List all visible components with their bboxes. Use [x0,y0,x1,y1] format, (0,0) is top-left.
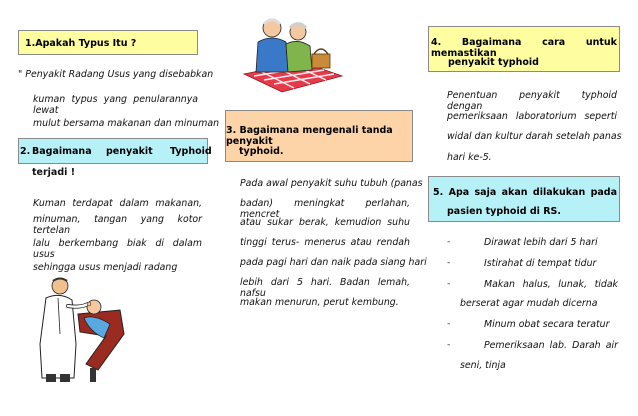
answer-3-line: pada pagi hari dan naik pada siang hari [240,257,427,268]
answer-3-line: makan menurun, perut kembung. [240,297,399,308]
answer-4-line: hari ke-5. [447,152,492,163]
question-2-number: 2. [20,146,31,157]
answer-2-line: Kuman terdapat dalam makanan, [33,198,202,209]
question-2-word: penyakit [106,146,153,157]
bullet-dash: - [447,340,451,350]
list-item: Dirawat lebih dari 5 hari [484,237,598,248]
answer-2-line: minuman, tangan yang kotor tertelan [33,214,202,236]
list-item-continuation: seni, tinja [460,360,506,371]
question-1-box [18,30,198,55]
question-3-title: 3. Bagaimana mengenali tanda penyakit [226,125,393,147]
answer-3-line: badan) meningkat perlahan, mencret [240,198,410,220]
answer-3-line: atau sukar berak, kemudion suhu [240,217,410,228]
question-4-continuation: penyakit typhoid [448,57,539,68]
answer-3-line: lebih dari 5 hari. Badan lemah, nafsu [240,277,410,299]
doctor-examining-patient-icon [20,274,130,384]
list-item: Makan halus, lunak, tidak [484,279,618,290]
answer-2-line: lalu berkembang biak di dalam usus [33,238,202,260]
question-5-title: 5. Apa saja akan dilakukan pada [433,187,617,198]
list-item: Minum obat secara teratur [484,319,610,330]
question-5-box [428,176,620,222]
question-5-continuation: pasien typhoid di RS. [447,206,561,217]
bullet-dash: - [447,237,451,247]
answer-4-line: pemeriksaan laboratorium seperti [447,111,617,122]
list-item: Pemeriksaan lab. Darah air [484,340,618,351]
answer-3-line: Pada awal penyakit suhu tubuh (panas [240,178,423,189]
question-2-word: Typhoid [170,146,212,157]
question-2-continuation: terjadi ! [32,167,76,178]
question-4-box [428,26,620,72]
answer-3-line: tinggi terus- menerus atau rendah [240,237,410,248]
elderly-couple-picnic-icon [242,14,344,94]
question-2-box [18,138,212,164]
question-1-title: 1.Apakah Typus Itu ? [25,38,137,49]
answer-1-line: kuman typus yang penularannya lewat [33,94,198,116]
question-4-title: 4. Bagaimana cara untuk memastikan [431,37,617,59]
question-2-word: Bagaimana [32,146,92,157]
answer-1-line: mulut bersama makanan dan minuman [33,118,220,129]
answer-1-line: " Penyakit Radang Usus yang disebabkan [18,69,214,80]
answer-4-line: widal dan kultur darah setelah panas [447,131,622,142]
list-item: Istirahat di tempat tidur [484,258,597,269]
bullet-dash: - [447,258,451,268]
answer-4-line: Penentuan penyakit typhoid dengan [447,90,617,112]
bullet-dash: - [447,279,451,289]
list-item-continuation: berserat agar mudah dicerna [460,298,598,309]
question-3-box [225,110,413,162]
question-3-continuation: typhoid. [239,146,284,157]
answer-2-line: sehingga usus menjadi radang [33,262,178,273]
bullet-dash: - [447,319,451,329]
